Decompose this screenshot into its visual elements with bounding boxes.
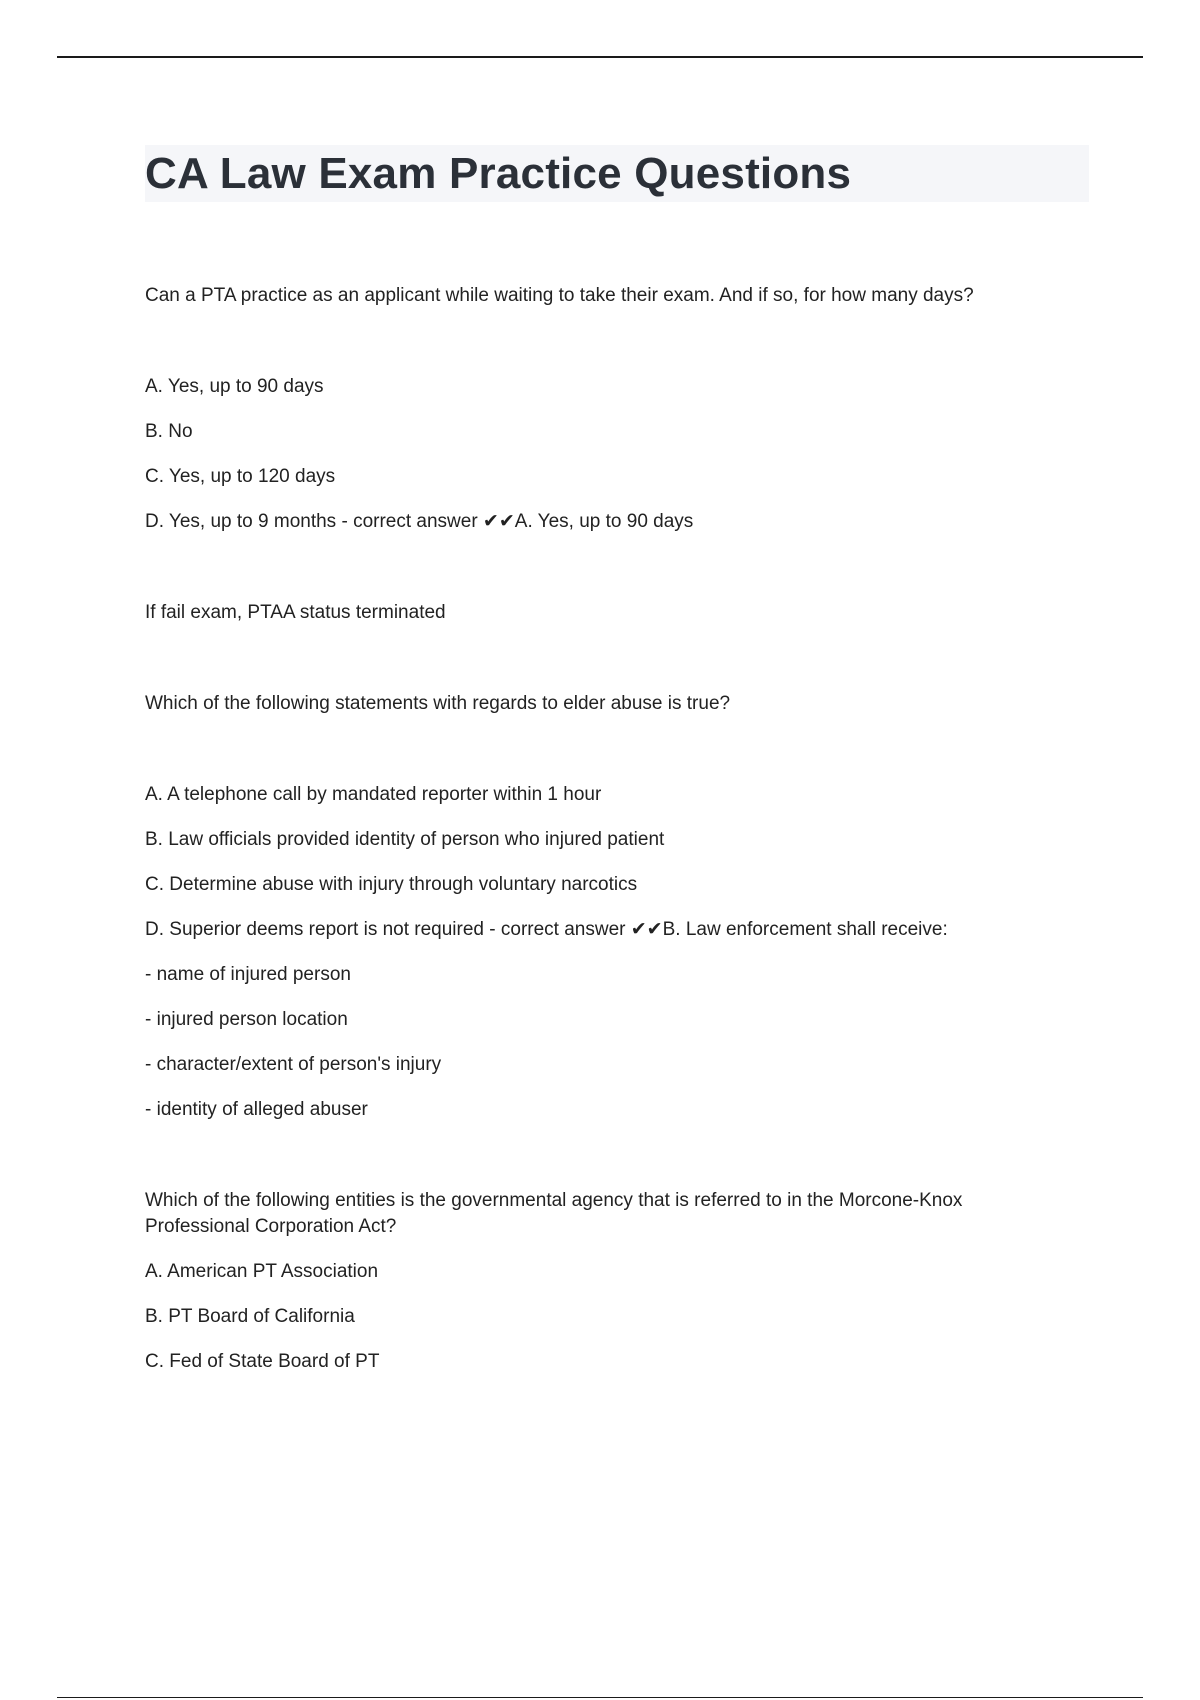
q2-detail-item: - injured person location xyxy=(145,1009,348,1030)
spacer xyxy=(145,1142,1089,1188)
q1-option-a: A. Yes, up to 90 days xyxy=(145,376,324,397)
page-title: CA Law Exam Practice Questions xyxy=(145,149,852,198)
q1-option-b: B. No xyxy=(145,421,193,442)
spacer xyxy=(145,736,1089,782)
title-banner xyxy=(145,145,1089,202)
q2-option-d-answer: D. Superior deems report is not required - correct answer ✔✔B. Law enforcement shall receive: xyxy=(145,919,948,940)
spacer xyxy=(145,328,1089,374)
q2-option-b: B. Law officials provided identity of person who injured patient xyxy=(145,829,665,850)
q2-detail-item: - character/extent of person's injury xyxy=(145,1054,442,1075)
q1-option-d-answer: D. Yes, up to 9 months - correct answer ✔✔A. Yes, up to 90 days xyxy=(145,511,694,532)
document-body xyxy=(145,145,1089,1394)
q2-option-c: C. Determine abuse with injury through voluntary narcotics xyxy=(145,874,638,895)
q1-note: If fail exam, PTAA status terminated xyxy=(145,602,446,623)
spacer xyxy=(145,554,1089,600)
q3-option-b: B. PT Board of California xyxy=(145,1306,355,1327)
question-1: Can a PTA practice as an applicant while waiting to take their exam. And if so, for how many days? xyxy=(145,285,974,306)
q3-option-a: A. American PT Association xyxy=(145,1261,379,1282)
q3-option-c: C. Fed of State Board of PT xyxy=(145,1351,380,1372)
q1-option-c: C. Yes, up to 120 days xyxy=(145,466,336,487)
q2-option-a: A. A telephone call by mandated reporter within 1 hour xyxy=(145,784,602,805)
spacer xyxy=(145,645,1089,691)
header-rule xyxy=(57,56,1143,58)
q2-detail-item: - identity of alleged abuser xyxy=(145,1099,368,1120)
footer-rule xyxy=(57,1697,1143,1698)
question-2: Which of the following statements with regards to elder abuse is true? xyxy=(145,693,731,714)
q2-detail-item: - name of injured person xyxy=(145,964,351,985)
question-3: Which of the following entities is the governmental agency that is referred to in the Morcone-Knox Professional Corporation Act? xyxy=(145,1190,963,1237)
